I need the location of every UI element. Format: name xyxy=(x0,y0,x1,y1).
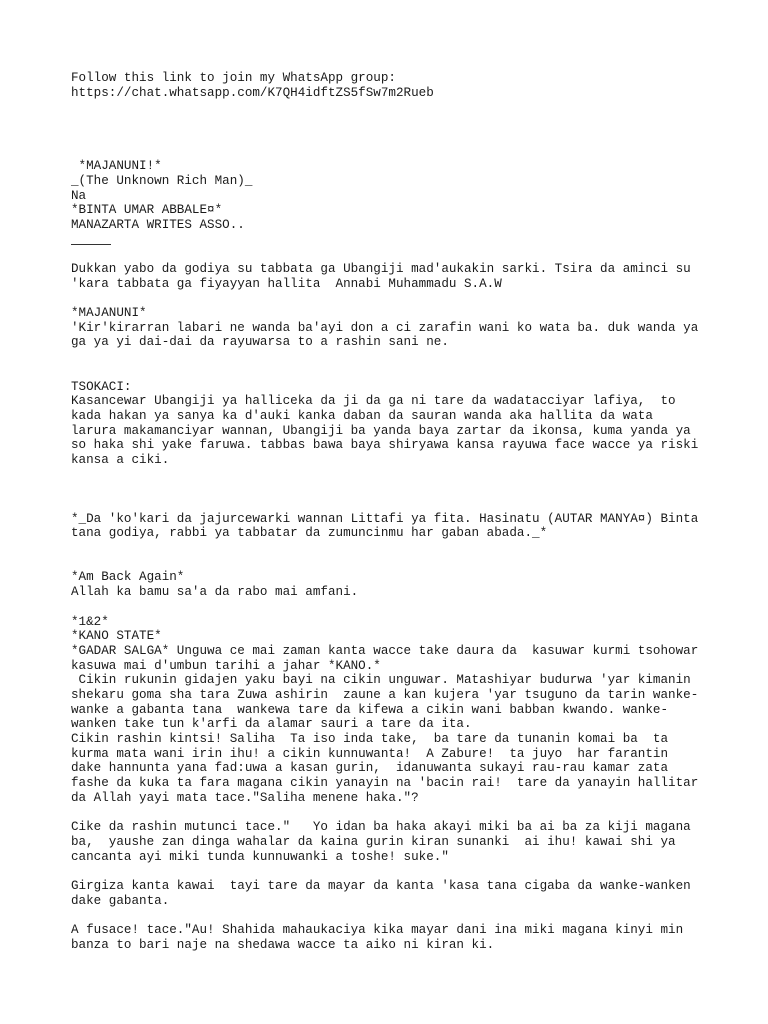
majanuni-note-line: ga ya yi dai-dai da rayuwarsa to a rashin sani ne. xyxy=(71,335,449,350)
intro-paragraph xyxy=(71,262,711,291)
tsokaci-line: Kasancewar Ubangiji ya halliceka da ji da ga ni tare da wadatacciyar lafiya, to xyxy=(71,394,676,409)
story-line: wanken take tun k'arfi da alamar sauri a tare da ita. xyxy=(71,717,472,732)
tsokaci-section xyxy=(71,380,711,468)
story-line: Cikin rashin kintsi! Saliha Ta iso inda take, ba tare da tunanin komai ba ta xyxy=(71,732,669,747)
title-divider xyxy=(71,233,111,248)
story-line: Girgiza kanta kawai tayi tare da mayar da kanta 'kasa tana cigaba da wanke-wanken xyxy=(71,878,691,893)
story-location: *KANO STATE* xyxy=(71,629,162,644)
tsokaci-line: kansa a ciki. xyxy=(71,452,170,467)
whatsapp-invite-link[interactable]: https://chat.whatsapp.com/K7QH4idftZS5fSw7m2Rueb xyxy=(71,85,434,100)
tsokaci-heading: TSOKACI: xyxy=(71,379,132,394)
story-subtitle: _(The Unknown Rich Man)_ xyxy=(71,173,253,188)
whatsapp-invite-text: Follow this link to join my WhatsApp group: xyxy=(71,71,396,85)
am-back-line: Allah ka bamu sa'a da rabo mai amfani. xyxy=(71,585,359,600)
story-line: *GADAR SALGA* Unguwa ce mai zaman kanta wacce take daura da kasuwar kurmi tsohowar xyxy=(71,643,699,658)
chapter-number: *1&2* xyxy=(71,614,109,629)
story-line: wanke a gabanta tana wankewa tare da kifewa a cikin wani babban kwando. wanke- xyxy=(71,702,669,717)
author-name: *BINTA UMAR ABBALE¤* xyxy=(71,203,223,218)
story-body xyxy=(71,615,711,806)
tsokaci-line: larura makamanciyar wannan, Ubangiji ba yanda baya zartar da ikonsa, kuma yanda ya xyxy=(71,423,691,438)
story-line: A fusace! tace."Au! Shahida mahaukaciya kika mayar dani ina miki magana kinyi min xyxy=(71,922,684,937)
tsokaci-line: so haka shi yake faruwa. tabbas bawa baya shiryawa kansa rayuwa face wacce ya riski xyxy=(71,438,699,453)
document-page xyxy=(71,71,711,952)
am-back-section xyxy=(71,570,711,599)
story-line: cancanta ayi miki tunda kunnuwanki a toshe! suke." xyxy=(71,849,449,864)
majanuni-note-line: 'Kir'kirarran labari ne wanda ba'ayi don a ci zarafin wani ko wata ba. duk wanda ya xyxy=(71,320,699,335)
story-line: Cikin rukunin gidajen yaku bayi na cikin unguwar. Matashiyar budurwa 'yar kimanin xyxy=(71,673,691,688)
dedication-paragraph xyxy=(71,512,711,541)
story-line: da Allah yayi mata tace."Saliha menene haka."? xyxy=(71,790,419,805)
intro-line: Dukkan yabo da godiya su tabbata ga Ubangiji mad'aukakin sarki. Tsira da aminci su xyxy=(71,261,691,276)
story-paragraph xyxy=(71,879,711,908)
story-line: dake gabanta. xyxy=(71,893,170,908)
publisher-name: MANAZARTA WRITES ASSO.. xyxy=(71,217,245,232)
story-line: ba, yaushe zan dinga wahalar da kaina gurin kiran sunanki ai ihu! kawai shi ya xyxy=(71,834,676,849)
am-back-heading: *Am Back Again* xyxy=(71,570,185,585)
dedication-line: tana godiya, rabbi ya tabbatar da zumuncinmu har gaban abada._* xyxy=(71,526,548,541)
story-line: shekaru goma sha tara Zuwa ashirin zaune a kan kujera 'yar tsuguno da tarin wanke- xyxy=(71,687,699,702)
majanuni-note xyxy=(71,306,711,350)
story-paragraph xyxy=(71,820,711,864)
story-title: *MAJANUNI!* xyxy=(71,159,162,174)
story-line: Cike da rashin mutunci tace." Yo idan ba haka akayi miki ba ai ba za kiji magana xyxy=(71,820,691,835)
majanuni-note-heading: *MAJANUNI* xyxy=(71,306,147,321)
story-line: banza to bari naje na shedawa wacce ta aiko ni kiran ki. xyxy=(71,937,495,952)
story-line: kasuwa mai d'umbun tarihi a jahar *KANO.* xyxy=(71,658,381,673)
dedication-line: *_Da 'ko'kari da jajurcewarki wannan Littafi ya fita. Hasinatu (AUTAR MANYA¤) Binta xyxy=(71,511,699,526)
story-line: kurma mata wani irin ihu! a cikin kunnuwanta! A Zabure! ta juyo har farantin xyxy=(71,746,669,761)
story-line: dake hannunta yana fad:uwa a kasan gurin, idanuwanta sukayi rau-rau kamar zata xyxy=(71,761,669,776)
story-paragraph xyxy=(71,923,711,952)
byline-na: Na xyxy=(71,188,87,203)
tsokaci-line: kada hakan ya sanya ka d'auki kanka daban da sauran wanda aka hallita da wata xyxy=(71,408,653,423)
intro-line: 'kara tabbata ga fiyayyan hallita Annabi Muhammadu S.A.W xyxy=(71,276,502,291)
story-line: fashe da kuka ta fara magana cikin yanayin na 'bacin rai! tare da yanayin hallitar xyxy=(71,776,699,791)
